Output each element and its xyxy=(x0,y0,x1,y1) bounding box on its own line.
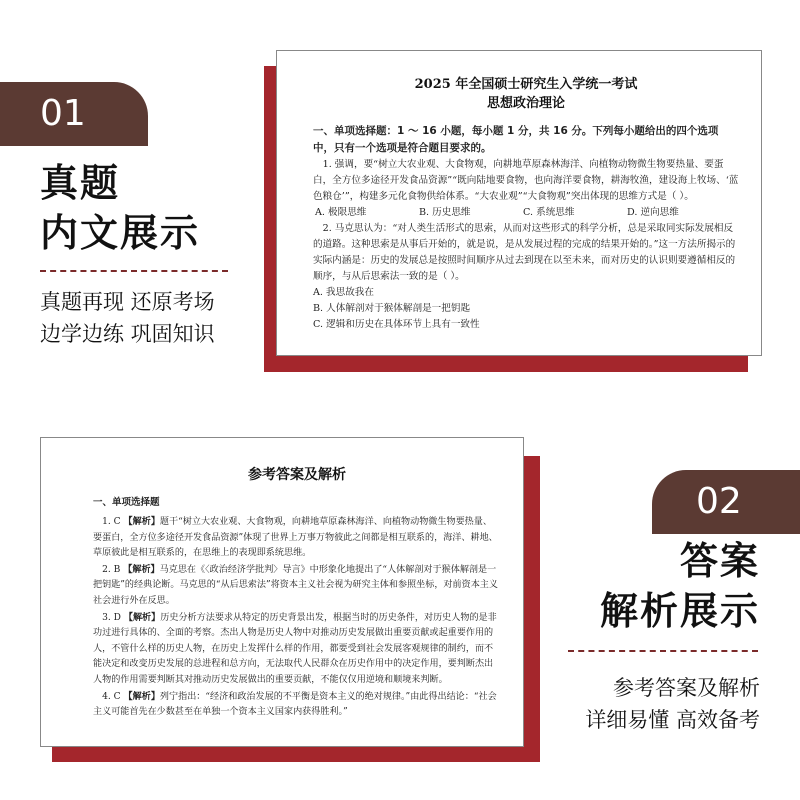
analysis-tag: 【解析】 xyxy=(123,563,160,575)
answer-title: 参考答案及解析 xyxy=(248,467,346,483)
section-number-badge-01 xyxy=(0,82,148,146)
answer-number: 3. D xyxy=(102,612,121,623)
section-title-line: 答案 xyxy=(679,538,760,583)
analysis-tag: 【解析】 xyxy=(123,611,161,623)
answer-item xyxy=(93,562,501,610)
subtitle-line: 参考答案及解析 xyxy=(613,676,760,700)
analysis-tag: 【解析】 xyxy=(123,516,160,527)
exam-title: 2025 年全国硕士研究生入学统一考试 xyxy=(414,77,638,92)
section-title-2 xyxy=(600,536,760,636)
answer-item xyxy=(93,514,501,562)
dashed-divider xyxy=(40,270,228,272)
section-number: 01 xyxy=(40,93,86,134)
option: B. 历史思维 xyxy=(419,207,471,218)
option: C. 逻辑和历史在具体环节上具有一致性 xyxy=(313,319,480,330)
answer-page-preview xyxy=(40,437,524,747)
option: C. 系统思维 xyxy=(523,207,575,218)
question-1: 1. 强调，要“树立大农业观、大食物观，向耕地草原森林海洋、向植物动物微生物要热量、要蛋白，全方位多途径开发食品资源”“既向陆地要食物，也向海洋要食物，耕海牧渔，建设海上牧场、‘蓝色粮仓’”，构建多元化食物供给体系。“大农业观”“大食物观”突出体现的思维方式是（ ）。 xyxy=(313,159,739,202)
section-subtitle-1 xyxy=(40,286,215,350)
dashed-divider xyxy=(568,650,758,652)
option: D. 逆向思维 xyxy=(627,207,679,218)
section-title-line: 解析展示 xyxy=(599,588,760,633)
answer-text: 题干“树立大农业观、大食物观，向耕地草原森林海洋、向植物动物微生物要热量、要蛋白，全方位多途径开发食品资源”体现了世界上万事万物彼此之间都是相互联系的，海洋、耕地、草原彼此是相互联系的，在思维上的表现即系统思维。 xyxy=(93,517,498,559)
answer-section-heading: 一、单项选择题 xyxy=(93,497,160,508)
exam-section-heading: 一、单项选择题：1 ～ 16 小题，每小题 1 分，共 16 分。下列每小题给出的四个选项中，只有一个选项是符合题目要求的。 xyxy=(313,125,719,154)
exam-subject: 思想政治理论 xyxy=(486,96,565,111)
option: A. 我思故我在 xyxy=(313,287,374,298)
question-1-options xyxy=(313,205,739,221)
option: B. 人体解剖对于猴体解剖是一把钥匙 xyxy=(313,303,471,314)
exam-page-preview xyxy=(276,50,762,356)
section-title-line: 内文展示 xyxy=(40,210,201,255)
answer-number: 2. B xyxy=(102,564,121,575)
section-subtitle-2 xyxy=(585,672,760,736)
subtitle-line: 边学边练 巩固知识 xyxy=(40,322,215,346)
answer-number: 1. C xyxy=(102,517,121,527)
subtitle-line: 详细易懂 高效备考 xyxy=(585,708,760,732)
section-title-line: 真题 xyxy=(40,160,121,205)
analysis-tag: 【解析】 xyxy=(123,690,160,702)
answer-text: 历史分析方法要求从特定的历史背景出发，根据当时的历史条件，对历史人物的是非功过进行具体的、全面的考察。杰出人物是历史人物中对推动历史发展做出重要贡献或起重要作用的人，不管什么样的历史人物，在历史上发挥什么样的作用，都要受到社会发展客观规律的制约，而不能决定和改变历史发展的总进程和总方向，无法取代人民群众在历史作用中的决定作用，要判断杰出人物的作用需要判断其对推动历史发展做出的重要贡献，不能仅仅用逆境和顺境来判断。 xyxy=(93,612,497,685)
answer-item xyxy=(93,689,501,721)
answer-text: 马克思在《〈政治经济学批判〉导言》中形象化地提出了“人体解剖对于猴体解剖是一把钥匙”的经典论断。马克思的“从后思索法”将资本主义社会视为研究主体和参照坐标，对前资本主义社会进行外在反思。 xyxy=(93,564,498,606)
answer-text: 列宁指出：“经济和政治发展的不平衡是资本主义的绝对规律。”由此得出结论：“社会主义可能首先在少数甚至在单独一个资本主义国家内获得胜利。” xyxy=(93,691,497,718)
section-number: 02 xyxy=(696,481,742,522)
question-2: 2. 马克思认为：“对人类生活形式的思索，从而对这些形式的科学分析，总是采取同实际发展相反的道路。这种思索是从事后开始的，就是说，是从发展过程的完成的结果开始的。”这一方法所揭示的实际内涵是：历史的发展总是按照时间顺序从过去到现在以至未来，而对历史的认识则要遵循相反的顺序，与从后思索法一致的是（ ）。 xyxy=(313,223,736,282)
answer-item xyxy=(93,610,501,689)
answer-number: 4. C xyxy=(102,691,121,702)
option: A. 极限思维 xyxy=(315,207,367,218)
section-number-badge-02 xyxy=(652,470,800,534)
subtitle-line: 真题再现 还原考场 xyxy=(40,290,215,314)
section-title-1 xyxy=(40,158,200,258)
